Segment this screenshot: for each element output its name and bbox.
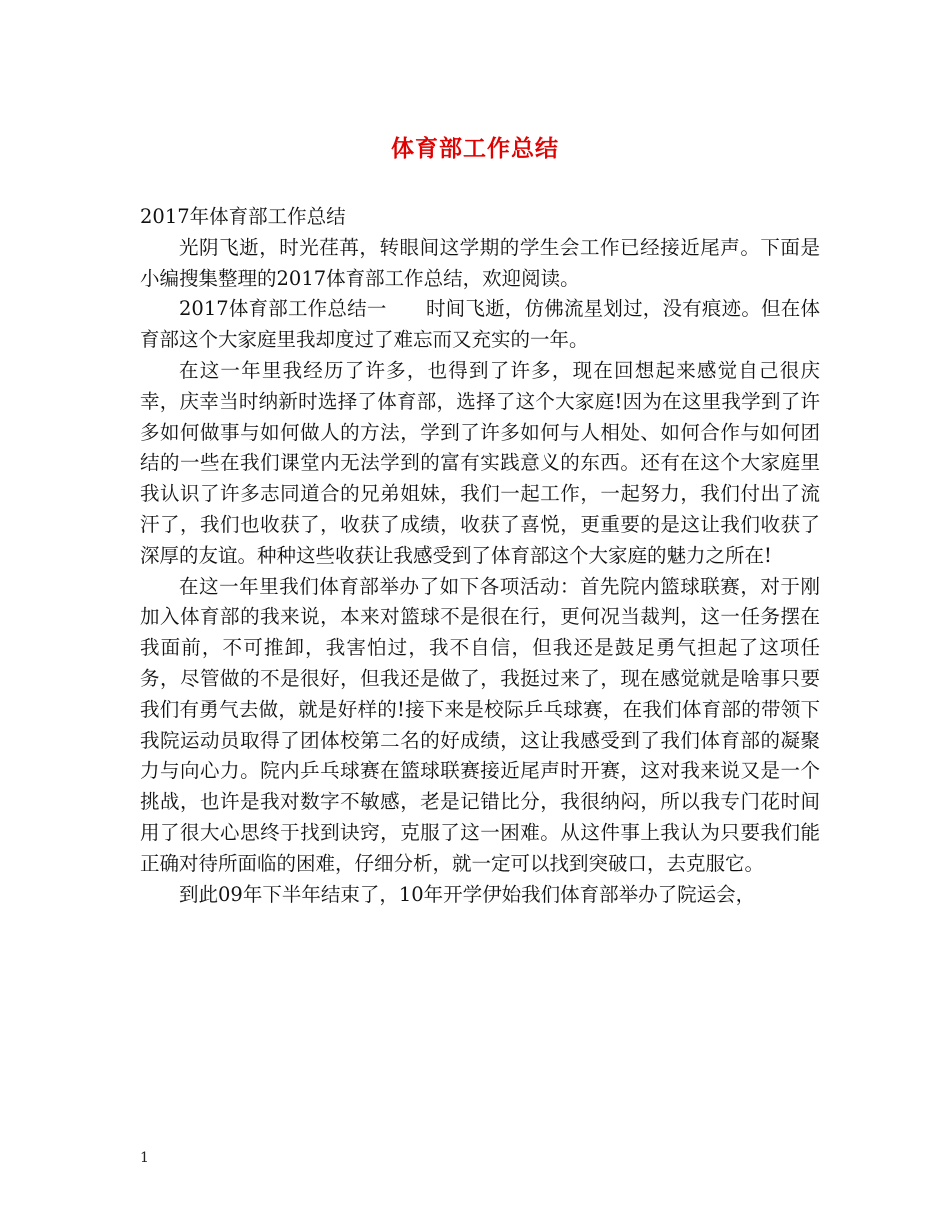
document-body [140,202,820,910]
paragraph-activities: 在这一年里我们体育部举办了如下各项活动：首先院内篮球联赛，对于刚加入体育部的我来说，本来对篮球不是很在行，更何况当裁判，这一任务摆在我面前，不可推卸，我害怕过，我不自信，但我还是鼓足勇气担起了这项任务，尽管做的不是很好，但我还是做了，我挺过来了，现在感觉就是啥事只要我们有勇气去做，就是好样的!接下来是校际乒乓球赛，在我们体育部的带领下我院运动员取得了团体校第二名的好成绩，这让我感受到了我们体育部的凝聚力与向心力。院内乒乓球赛在篮球联赛接近尾声时开赛，这对我来说又是一个挑战，也许是我对数字不敏感，老是记错比分，我很纳闷，所以我专门花时间用了很大心思终于找到诀窍，克服了这一困难。从这件事上我认为只要我们能正确对待所面临的困难，仔细分析，就一定可以找到突破口，去克服它。 [140,574,820,875]
paragraph-section-one: 2017体育部工作总结一 时间飞逝，仿佛流星划过，没有痕迹。但在体育部这个大家庭里我却度过了难忘而又充实的一年。 [140,297,820,352]
paragraph-experience: 在这一年里我经历了许多，也得到了许多，现在回想起来感觉自己很庆幸，庆幸当时纳新时选择了体育部，选择了这个大家庭!因为在这里我学到了许多如何做事与如何做人的方法，学到了许多如何与人相处、如何合作与如何团结的一些在我们课堂内无法学到的富有实践意义的东西。还有在这个大家庭里我认识了许多志同道合的兄弟姐妹，我们一起工作，一起努力，我们付出了流汗了，我们也收获了，收获了成绩，收获了喜悦，更重要的是这让我们收获了深厚的友谊。种种这些收获让我感受到了体育部这个大家庭的魅力之所在! [140,358,820,567]
document-subtitle: 2017年体育部工作总结 [140,205,346,228]
paragraph-continued: 到此09年下半年结束了，10年开学伊始我们体育部举办了院运会， [179,882,756,906]
page-number: 1 [140,1150,149,1166]
paragraph-intro: 光阴飞逝，时光荏苒，转眼间这学期的学生会工作已经接近尾声。下面是小编搜集整理的2017体育部工作总结，欢迎阅读。 [140,235,820,290]
document-title: 体育部工作总结 [391,136,559,162]
